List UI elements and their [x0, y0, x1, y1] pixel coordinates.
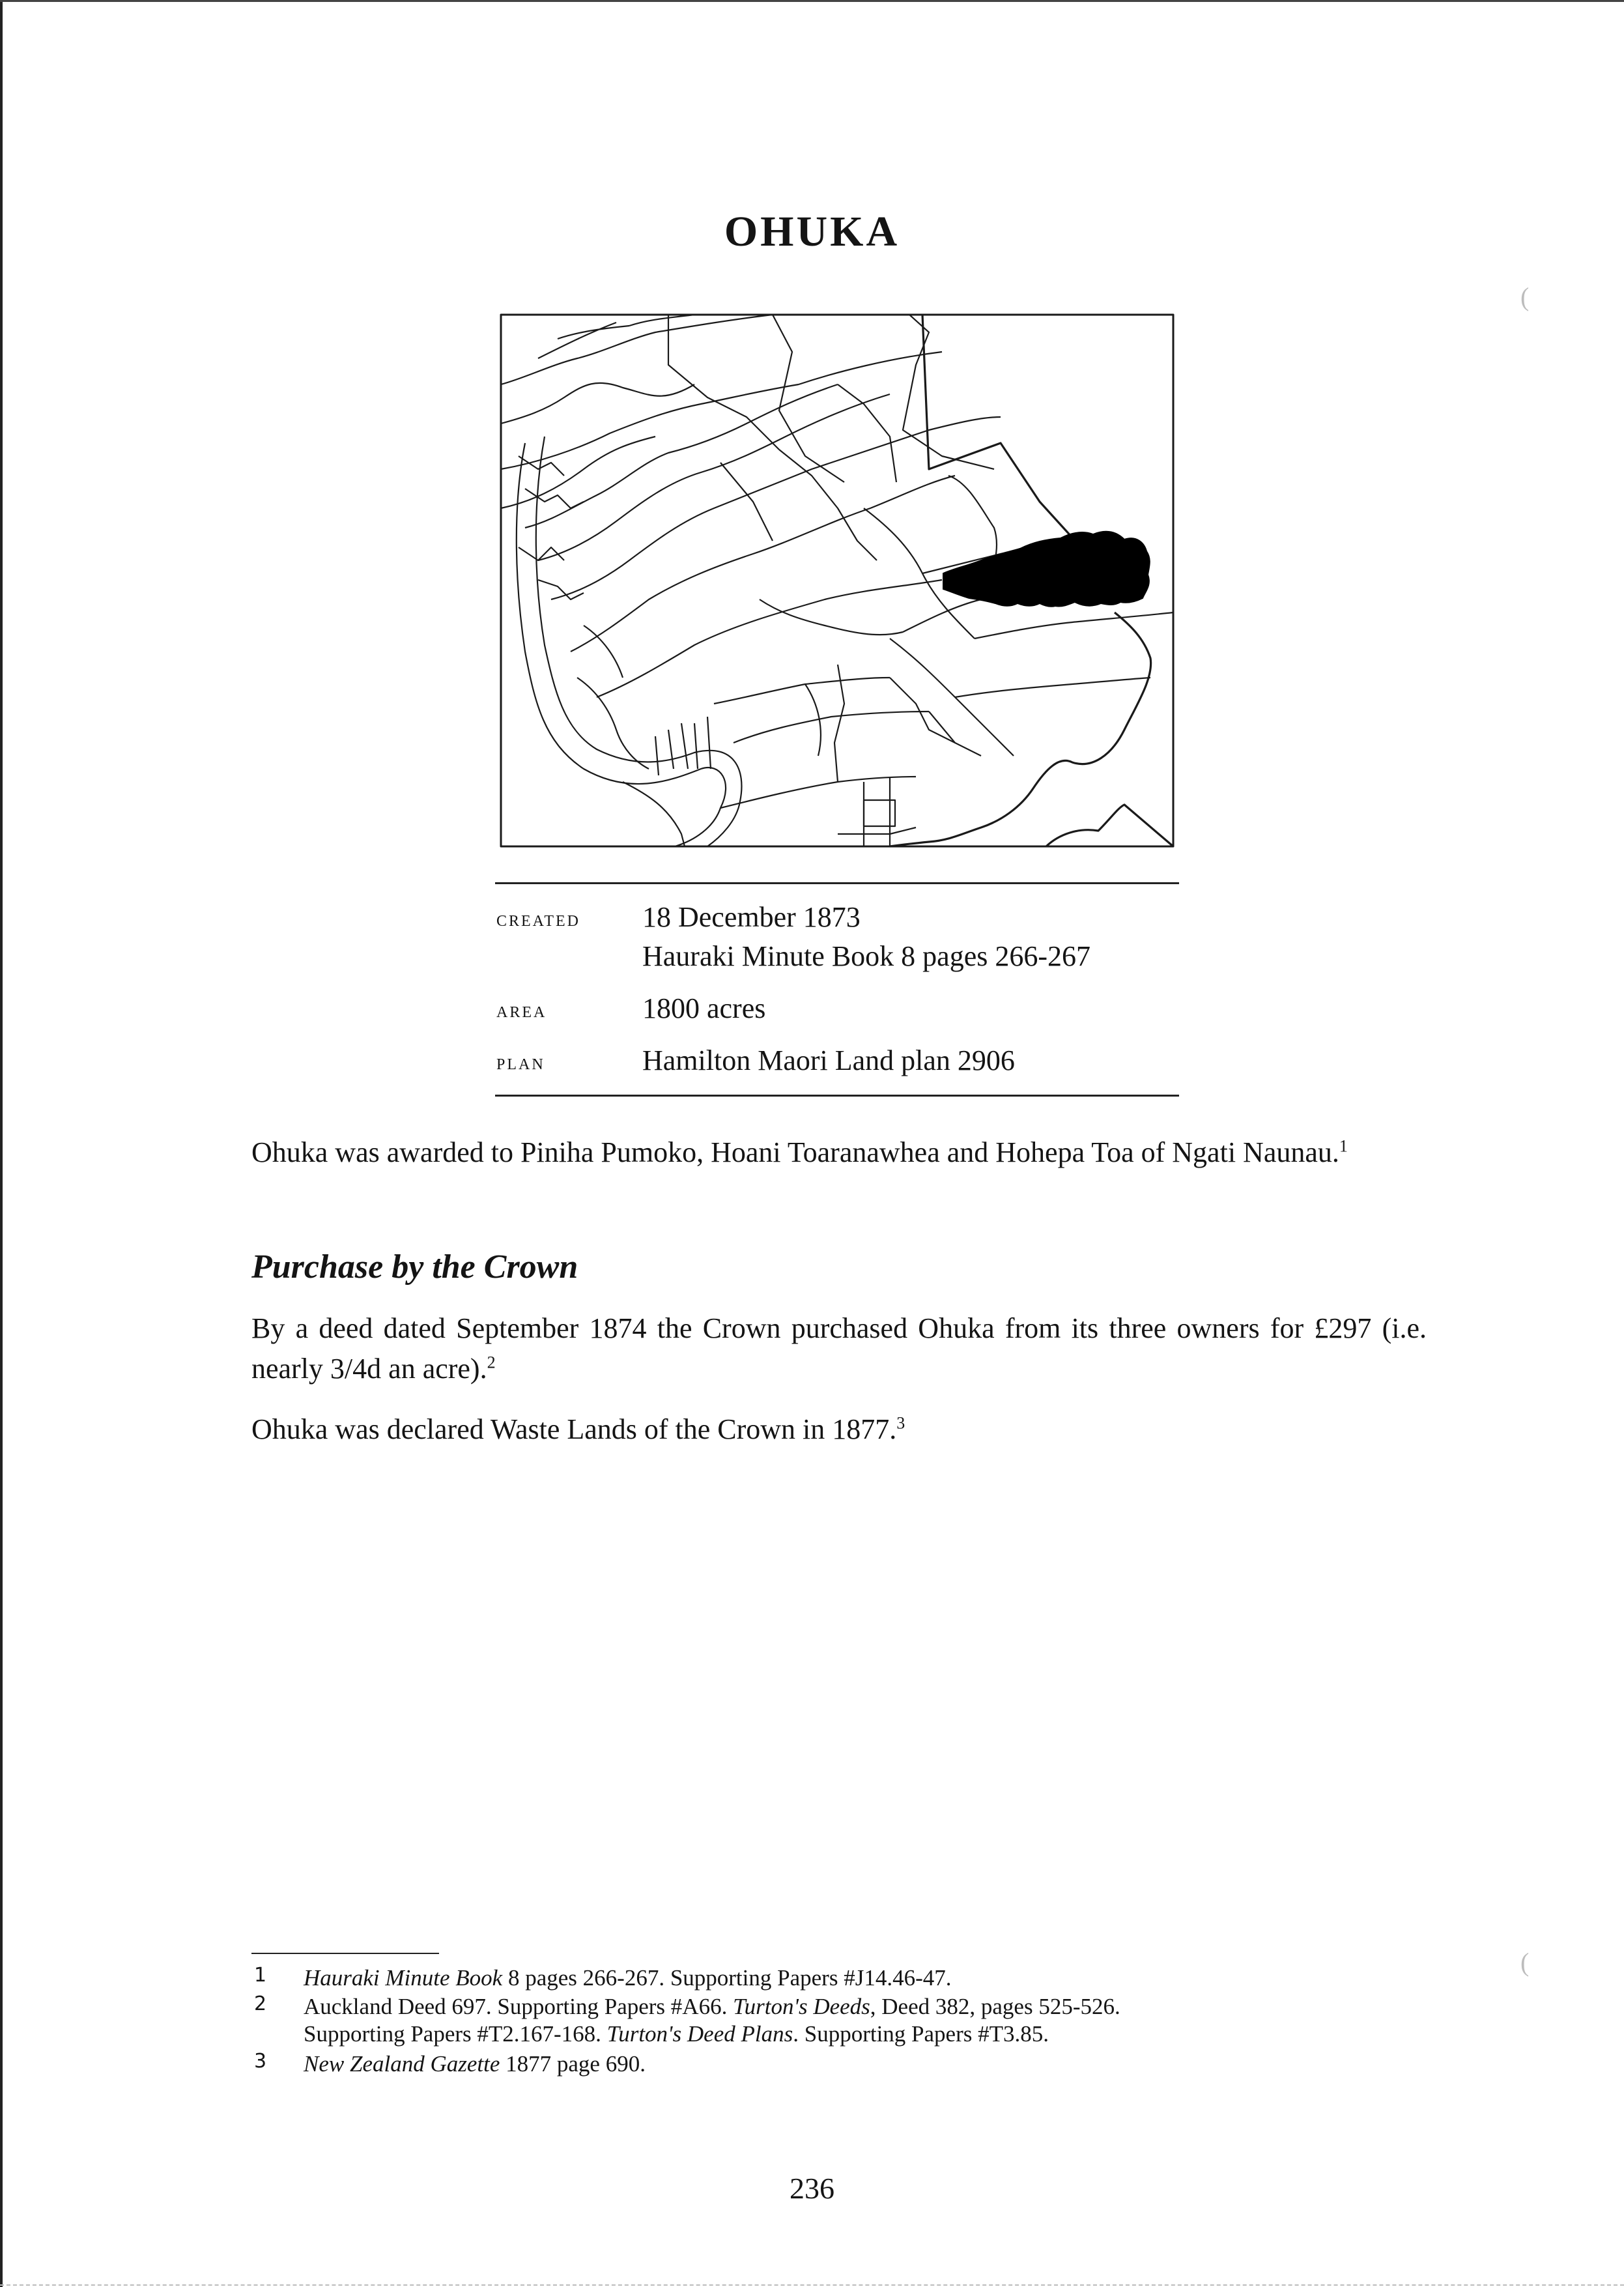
location-map — [499, 313, 1175, 848]
area-label: area — [496, 998, 547, 1022]
margin-mark: ( — [1520, 1948, 1530, 1977]
footnote-segment: Auckland Deed 697. Supporting Papers #A66. — [304, 1994, 734, 2019]
footnote-rule — [251, 1953, 439, 1954]
footnote-ref-3[interactable]: 3 — [896, 1413, 905, 1433]
footnote-number: 1 — [254, 1964, 267, 1987]
footnote-line — [304, 1965, 951, 1991]
footnote-segment: . Supporting Papers #T3.85. — [793, 2021, 1049, 2047]
ohuka-block-highlight — [943, 532, 1150, 607]
declared-paragraph — [251, 1409, 1427, 1450]
margin-mark: ( — [1520, 282, 1530, 311]
footnote-number: 2 — [254, 1992, 267, 2015]
footnote-citation-title: New Zealand Gazette — [304, 2051, 500, 2077]
created-date: 18 December 1873 — [642, 901, 861, 933]
footnote-citation-title: Turton's Deed Plans — [606, 2021, 793, 2047]
area-value: 1800 acres — [642, 992, 766, 1024]
intro-text: Ohuka was awarded to Piniha Pumoko, Hoani Toaranawhea and Hohepa Toa of Ngati Naunau. — [251, 1136, 1339, 1168]
footnote-line — [304, 1994, 1120, 2020]
page-number: 236 — [790, 2172, 834, 2205]
page-edge-left — [0, 0, 3, 2287]
info-bottom-rule — [495, 1095, 1179, 1097]
page-title: OHUKA — [724, 208, 900, 255]
block-map-svg — [499, 313, 1175, 848]
footnote-ref-2[interactable]: 2 — [487, 1353, 496, 1372]
info-top-rule — [495, 882, 1179, 884]
plan-label: plan — [496, 1050, 545, 1074]
purchase-paragraph — [251, 1308, 1427, 1389]
intro-paragraph — [251, 1132, 1427, 1173]
created-label: created — [496, 907, 580, 931]
footnote-citation-title: Hauraki Minute Book — [304, 1965, 503, 1991]
page-edge-top — [0, 0, 1624, 2]
footnote-line — [304, 2021, 1049, 2047]
footnote-citation-title: Turton's Deeds — [733, 1994, 870, 2019]
footnote-segment: 1877 page 690. — [500, 2051, 646, 2077]
section-heading: Purchase by the Crown — [251, 1248, 578, 1286]
footnote-segment: , Deed 382, pages 525-526. — [870, 1994, 1120, 2019]
footnote-number: 3 — [254, 2050, 267, 2073]
declared-text: Ohuka was declared Waste Lands of the Crown in 1877. — [251, 1413, 897, 1445]
purchase-text: By a deed dated September 1874 the Crown purchased Ohuka from its three owners for £297 (i.e. nearly 3/4d an acre). — [251, 1312, 1427, 1385]
page-edge-bottom — [0, 2284, 1624, 2286]
created-source: Hauraki Minute Book 8 pages 266-267 — [642, 940, 1090, 972]
footnote-ref-1[interactable]: 1 — [1339, 1136, 1348, 1156]
footnote-line — [304, 2051, 646, 2077]
plan-value: Hamilton Maori Land plan 2906 — [642, 1044, 1015, 1076]
footnote-segment: Supporting Papers #T2.167-168. — [304, 2021, 607, 2047]
footnote-segment: 8 pages 266-267. Supporting Papers #J14.46-47. — [502, 1965, 952, 1991]
